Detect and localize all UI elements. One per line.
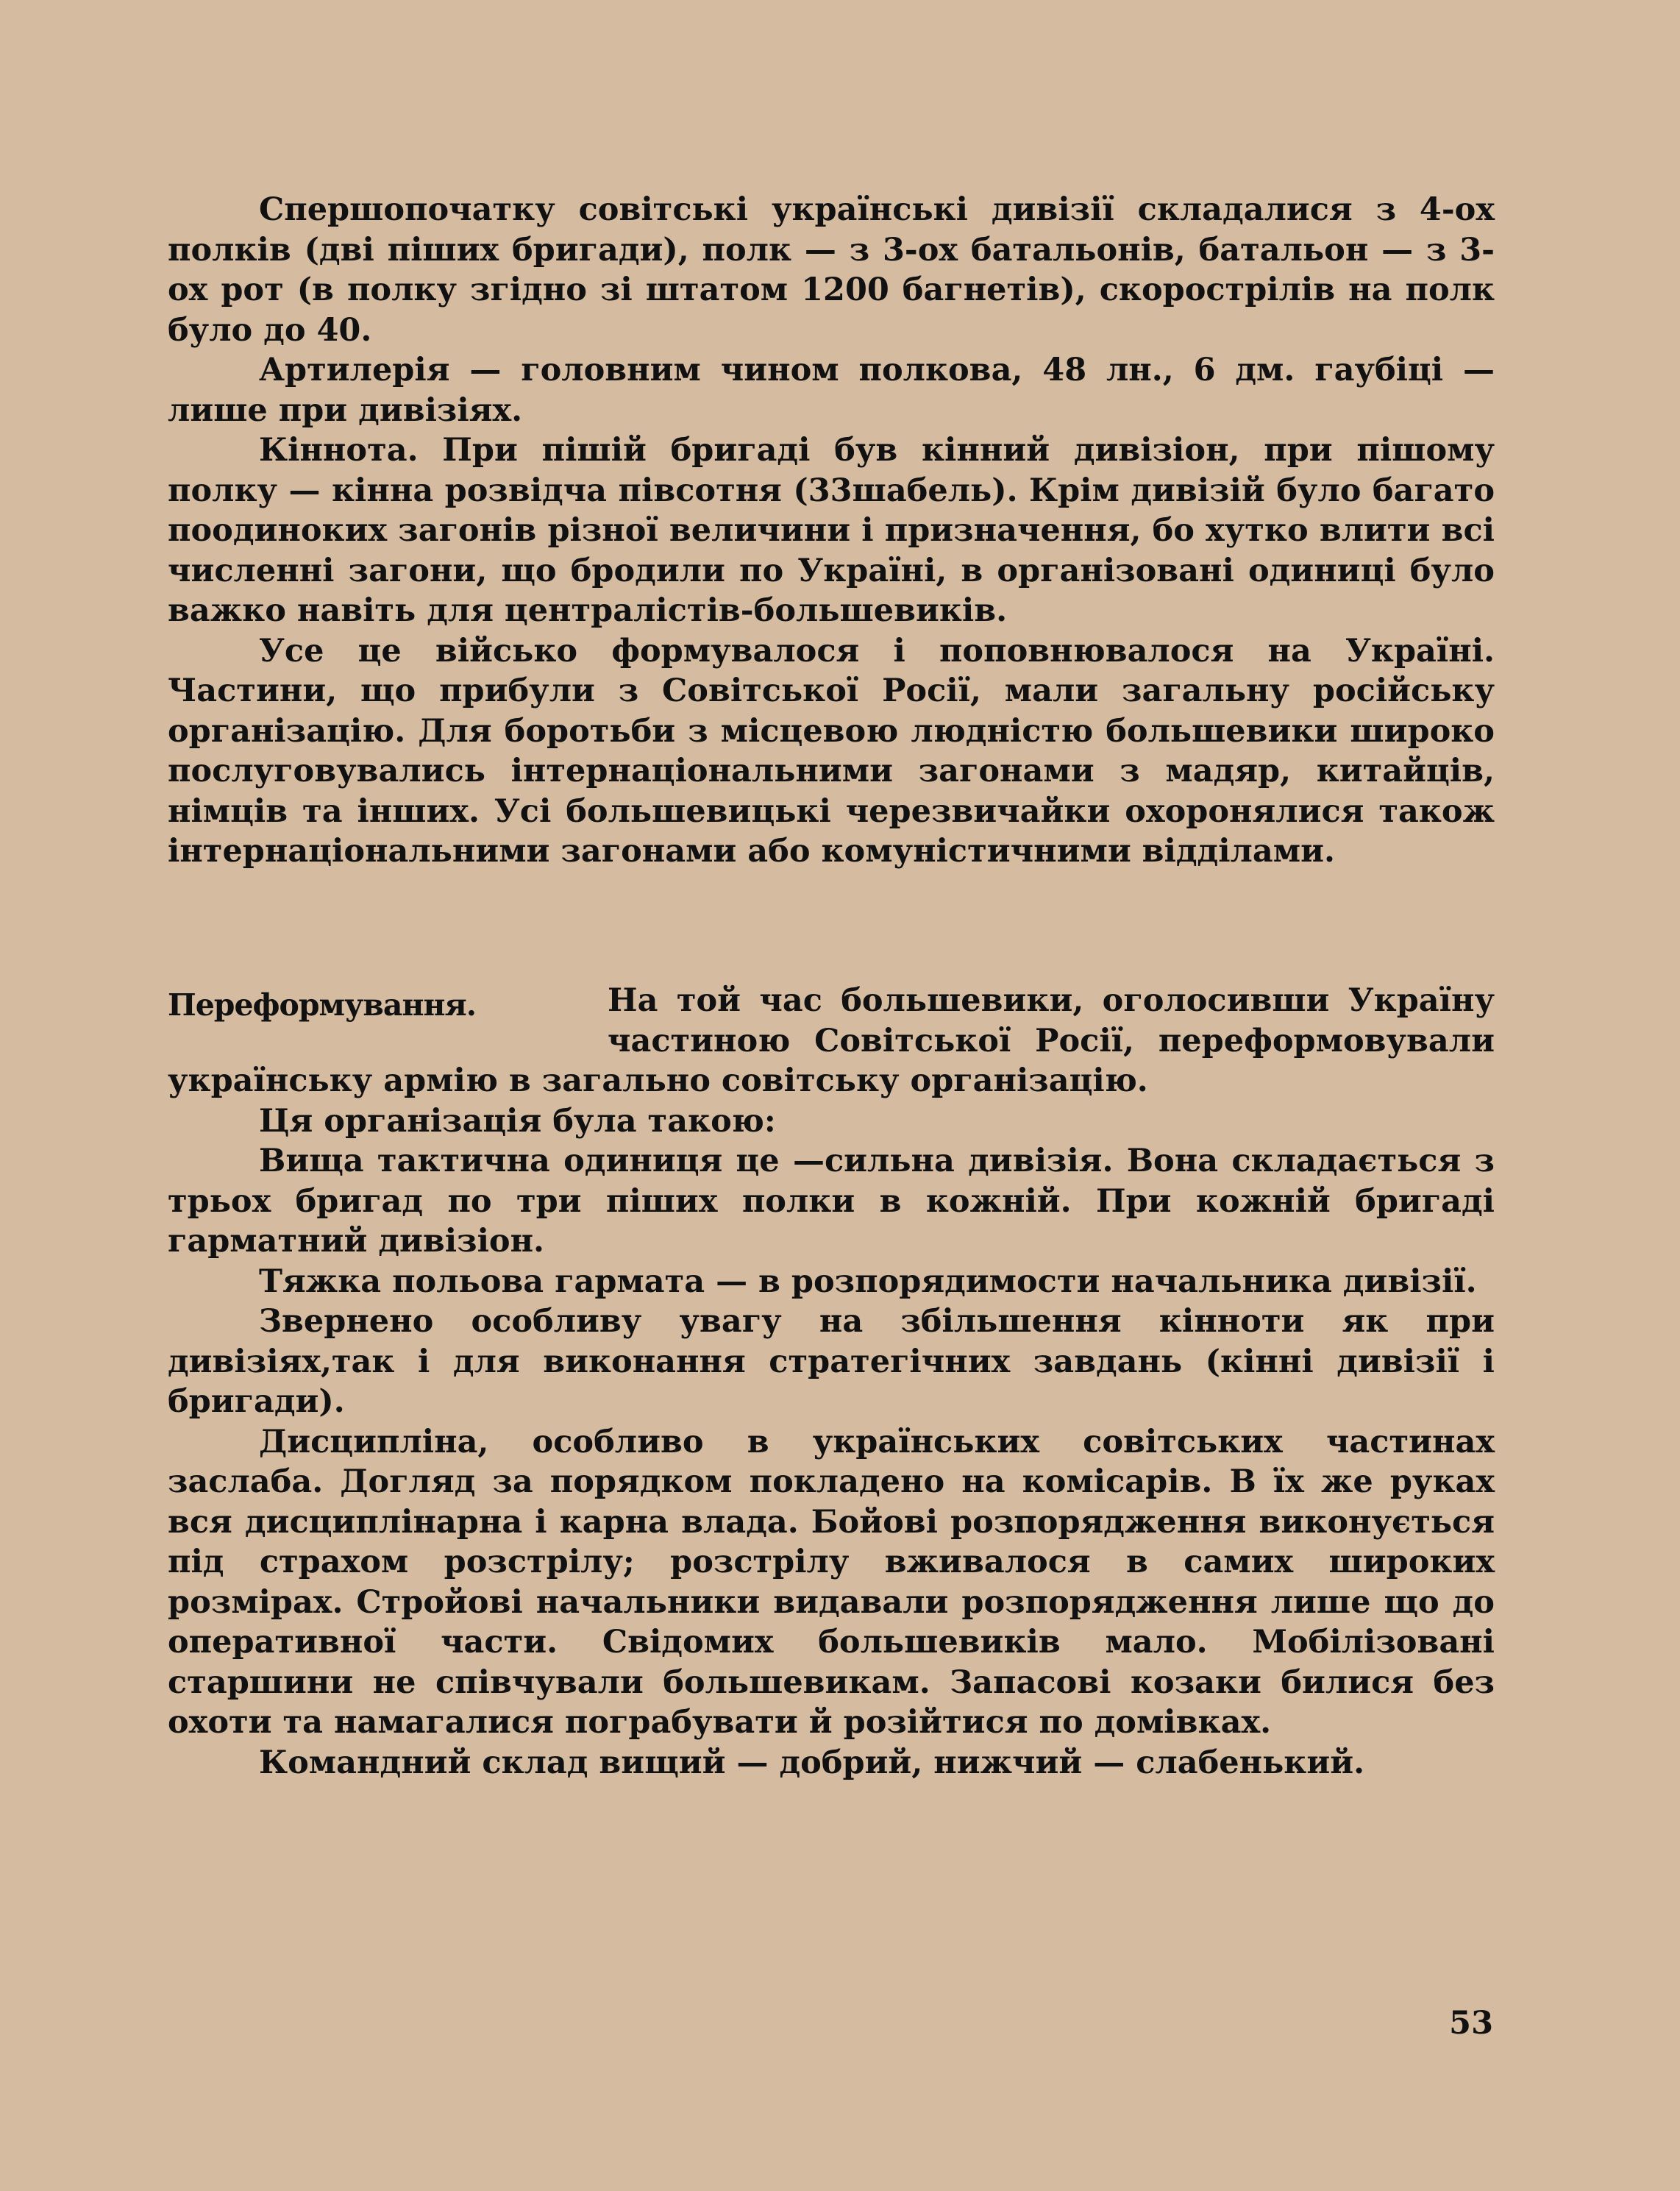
section-heading: Переформування. [168, 987, 477, 1023]
paragraph-cavalry-increase: Звернено особливу увагу на збільшення кінноти як при дивізіях,так і для виконання стратегічних завдань (кінні дивізії і бригади). [168, 1303, 1495, 1420]
paragraph-command-staff: Командний склад вищий — добрий, нижчий — слабенький. [259, 1744, 1365, 1781]
paragraph-discipline: Дисципліна, особливо в українських совітських частинах заслаба. Догляд за порядком покладено на комісарів. В їх же руках вся дисциплінарна і карна влада. Бойові розпорядження виконується під страхом розстрілу; розстрілу вживалося в самих широких розмірах. Стройові начальники видавали розпорядження лише що до оперативної части. Свідомих большевиків мало. Мобілізовані старшини не співчували большевикам. Запасові козаки билися без охоти та намагалися пограбувати й розійтися по домівках. [168, 1423, 1495, 1741]
paragraph-reformation-lead: На той час большевики, оголосивши Україну частиною Совітської Росії, переформовували українську армію в загально совітську організацію. [168, 982, 1495, 1099]
page-number: 53 [1449, 2005, 1493, 2042]
paragraph-army-formation: Усе це військо формувалося і поповнювалося на Україні. Частини, що прибули з Совітської Росії, мали загальну російську організацію. Для боротьби з місцевою людністю большевики широко послуговувались інтернаціональними загонами з мадяр, китайців, німців та інших. Усі большевицькі черезвичайки охоронялися також інтернаціональними загонами або комуністичними відділами. [168, 632, 1495, 870]
paragraph-artillery: Артилерія — головним чином полкова, 48 лн., 6 дм. гаубіці — лише при дивізіях. [168, 352, 1495, 429]
paragraph-tactical-unit: Вища тактична одиниця це —сильна дивізія. Вона складається з трьох бригад по три піших полки в кожній. При кожній бригаді гарматний дивізіон. [168, 1143, 1495, 1260]
paragraph-organization-intro: Ця організація була такою: [259, 1102, 776, 1140]
top-text-block [168, 190, 1495, 872]
paragraph-cavalry: Кіннота. При пішій бригаді був кінний дивізіон, при пішому полку — кінна розвідча півсотня (33шабель). Крім дивізій було багато поодиноких загонів різної величини і призначення, бо хутко влити всі численні загони, що бродили по Україні, в організовані одиниці було важко навіть для централістів-большевиків. [168, 432, 1495, 629]
paragraph-division-structure: Спершопочатку совітські українські дивізії складалися з 4-ох полків (дві піших бригади), полк — з 3-ох батальонів, батальон — з 3-ох рот (в полку згідно зі штатом 1200 багнетів), скорострілів на полк було до 40. [168, 191, 1495, 349]
paragraph-heavy-artillery: Тяжка польова гармата — в розпорядимости начальника дивізії. [259, 1263, 1477, 1300]
reformation-section [168, 981, 1495, 1783]
